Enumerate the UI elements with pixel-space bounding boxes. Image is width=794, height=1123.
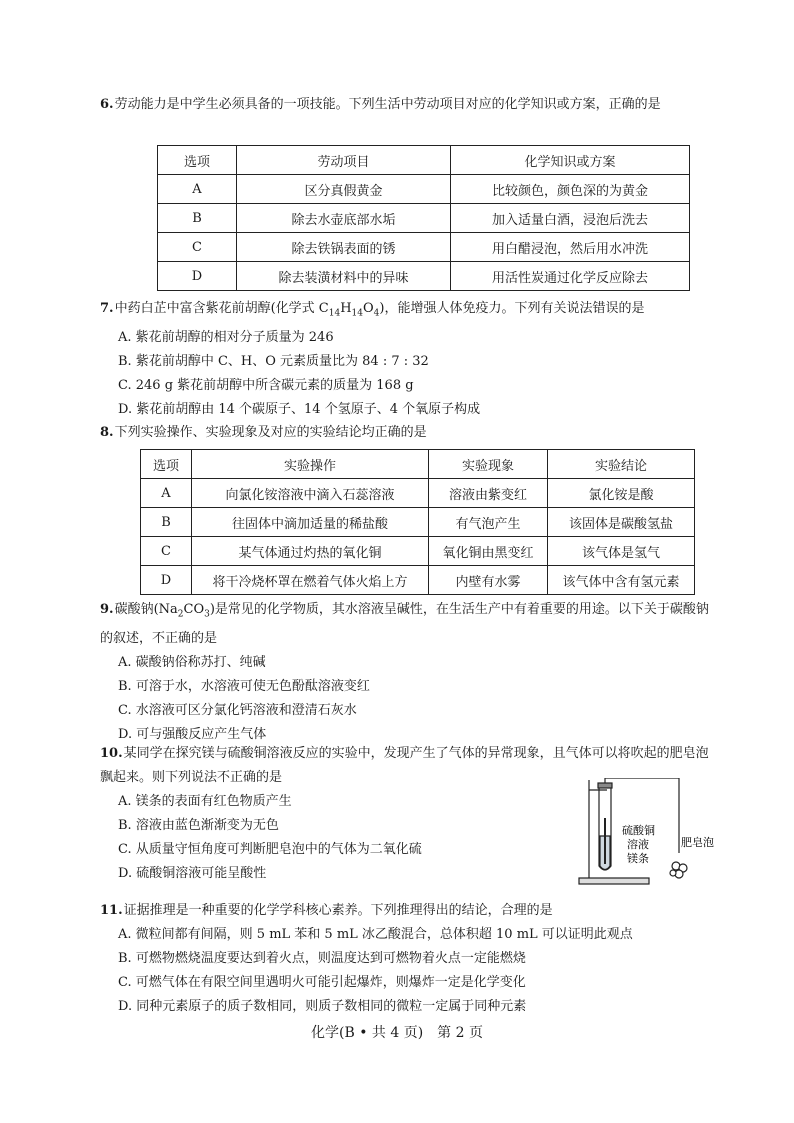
- question-8-table: [140, 449, 695, 595]
- table-header-cell: 实验结论: [548, 450, 695, 479]
- bubble: [670, 870, 676, 876]
- table-cell: 氯化铵是酸: [548, 479, 695, 508]
- question-number: 8.: [100, 425, 114, 440]
- option-a: A. 微粒间都有间隔，则 5 mL 苯和 5 mL 冰乙酸混合，总体积超 10 mL 可以证明此观点: [118, 927, 633, 942]
- question-number: 6.: [100, 97, 114, 112]
- table-cell: 除去装潢材料中的异味: [237, 262, 451, 291]
- question-6-table: [157, 145, 690, 291]
- option-d: D. 紫花前胡醇由 14 个碳原子、14 个氢原子、4 个氧原子构成: [118, 401, 481, 417]
- question-9-stem: [100, 598, 710, 651]
- figure-label: 肥皂泡: [681, 836, 714, 849]
- table-cell: 将干冷烧杯罩在燃着气体火焰上方: [192, 566, 429, 595]
- option-a: A. 紫花前胡醇的相对分子质量为 246: [118, 329, 334, 345]
- question-8-stem: [100, 421, 710, 445]
- subscript: 3: [204, 609, 210, 620]
- question-text: 劳动能力是中学生必须具备的一项技能。下列生活中劳动项目对应的化学知识或方案，正确的是: [114, 97, 661, 112]
- question-7: [100, 297, 710, 422]
- table-cell: 除去水壶底部水垢: [237, 204, 451, 233]
- option-c: C. 水溶液可区分氯化钙溶液和澄清石灰水: [118, 702, 357, 718]
- stopper: [598, 783, 612, 788]
- table-row: [158, 262, 690, 291]
- table-header-cell: 化学知识或方案: [451, 146, 690, 175]
- question-11-stem: [100, 899, 710, 923]
- table-header-row: [158, 146, 690, 175]
- table-row: [141, 479, 695, 508]
- option-d: D. 同种元素原子的质子数相同，则质子数相同的微粒一定属于同种元素: [118, 999, 527, 1014]
- figure-label: 镁条: [627, 852, 649, 865]
- table-cell: A: [141, 479, 192, 508]
- table-header-cell: 劳动项目: [237, 146, 451, 175]
- table-row: [141, 508, 695, 537]
- table-cell: B: [158, 204, 237, 233]
- question-text: 证据推理是一种重要的化学学科核心素养。下列推理得出的结论，合理的是: [123, 903, 553, 918]
- table-cell: 用白醋浸泡，然后用水冲洗: [451, 233, 690, 262]
- question-text: 中药白芷中富含紫花前胡醇(化学式 C: [114, 301, 329, 316]
- table-row: [141, 537, 695, 566]
- table-row: [141, 566, 695, 595]
- stand-base: [579, 878, 649, 884]
- table-cell: 氧化铜由黑变红: [429, 537, 548, 566]
- table-row: [158, 233, 690, 262]
- option-d: D. 可与强酸反应产生气体: [118, 726, 267, 742]
- question-7-stem: [100, 297, 710, 326]
- option-c: C. 可燃气体在有限空间里遇明火可能引起爆炸，则爆炸一定是化学变化: [118, 975, 526, 990]
- option-b: B. 可燃物燃烧温度要达到着火点，则温度达到可燃物着火点一定能燃烧: [118, 951, 526, 966]
- question-8: [100, 421, 710, 445]
- apparatus-diagram: [577, 778, 727, 888]
- formula-element: H: [340, 301, 352, 316]
- option-d: D. 硫酸铜溶液可能呈酸性: [118, 866, 267, 881]
- table-cell: C: [141, 537, 192, 566]
- table-cell: A: [158, 175, 237, 204]
- question-6-stem: [100, 93, 710, 117]
- question-number: 7.: [100, 301, 114, 316]
- table-cell: C: [158, 233, 237, 262]
- option-a: A. 碳酸钠俗称苏打、纯碱: [118, 654, 266, 670]
- question-11: [100, 899, 710, 1019]
- option-c: C. 246 g 紫花前胡醇中所含碳元素的质量为 168 g: [118, 377, 414, 393]
- table-cell: 该固体是碳酸氢盐: [548, 508, 695, 537]
- table-cell: 该气体是氢气: [548, 537, 695, 566]
- table-header-row: [141, 450, 695, 479]
- question-text: 下列实验操作、实验现象及对应的实验结论均正确的是: [114, 425, 427, 440]
- option-b: B. 紫花前胡醇中 C、H、O 元素质量比为 84 : 7 : 32: [118, 353, 429, 369]
- table-cell: 用活性炭通过化学反应除去: [451, 262, 690, 291]
- table-cell: D: [141, 566, 192, 595]
- table-cell: 有气泡产生: [429, 508, 548, 537]
- question-6: [100, 93, 710, 117]
- option-a: A. 镁条的表面有红色物质产生: [118, 794, 292, 809]
- formula-element: O: [362, 301, 374, 316]
- table-cell: 某气体通过灼热的氧化铜: [192, 537, 429, 566]
- table-cell: 加入适量白酒，浸泡后洗去: [451, 204, 690, 233]
- table-cell: 内壁有水雾: [429, 566, 548, 595]
- table-cell: 向氯化铵溶液中滴入石蕊溶液: [192, 479, 429, 508]
- question-number: 11.: [100, 903, 123, 918]
- figure-label: 硫酸铜: [622, 824, 655, 837]
- subscript: 4: [373, 308, 380, 319]
- question-number: 9.: [100, 602, 114, 617]
- formula-element: CO: [183, 602, 205, 617]
- subscript: 14: [351, 308, 363, 319]
- question-text: )是常见的化学物质，其水溶液呈碱性，在生活生产中有着重要的用途。以下关于碳酸钠的叙述，不正确的是: [100, 602, 709, 646]
- table-header-cell: 选项: [158, 146, 237, 175]
- table-cell: 溶液由紫变红: [429, 479, 548, 508]
- question-text: 碳酸钠(Na: [114, 602, 178, 617]
- option-b: B. 溶液由蓝色渐渐变为无色: [118, 818, 279, 833]
- table-cell: 除去铁锅表面的锈: [237, 233, 451, 262]
- subscript: 2: [177, 609, 184, 620]
- table-row: [158, 204, 690, 233]
- table-row: [158, 175, 690, 204]
- question-text: 某同学在探究镁与硫酸铜溶液反应的实验中，发现产生了气体的异常现象，且气体可以将吹起的肥皂泡飘起来。则下列说法不正确的是: [100, 746, 709, 785]
- table-header-cell: 实验操作: [192, 450, 429, 479]
- table-header-cell: 选项: [141, 450, 192, 479]
- question-number: 10.: [100, 746, 123, 761]
- table-cell: 比较颜色，颜色深的为黄金: [451, 175, 690, 204]
- question-text: )，能增强人体免疫力。下列有关说法错误的是: [379, 301, 645, 316]
- table-cell: 该气体中含有氢元素: [548, 566, 695, 595]
- table-cell: B: [141, 508, 192, 537]
- subscript: 14: [328, 308, 341, 319]
- option-b: B. 可溶于水，水溶液可使无色酚酞溶液变红: [118, 678, 370, 694]
- table-header-cell: 实验现象: [429, 450, 548, 479]
- table-cell: 区分真假黄金: [237, 175, 451, 204]
- option-c: C. 从质量守恒角度可判断肥皂泡中的气体为二氧化硫: [118, 842, 422, 857]
- table-cell: 往固体中滴加适量的稀盐酸: [192, 508, 429, 537]
- question-9: [100, 598, 710, 747]
- page-footer: 化学(B • 共 4 页) 第 2 页: [311, 1025, 483, 1041]
- figure-label: 溶液: [627, 838, 649, 851]
- table-cell: D: [158, 262, 237, 291]
